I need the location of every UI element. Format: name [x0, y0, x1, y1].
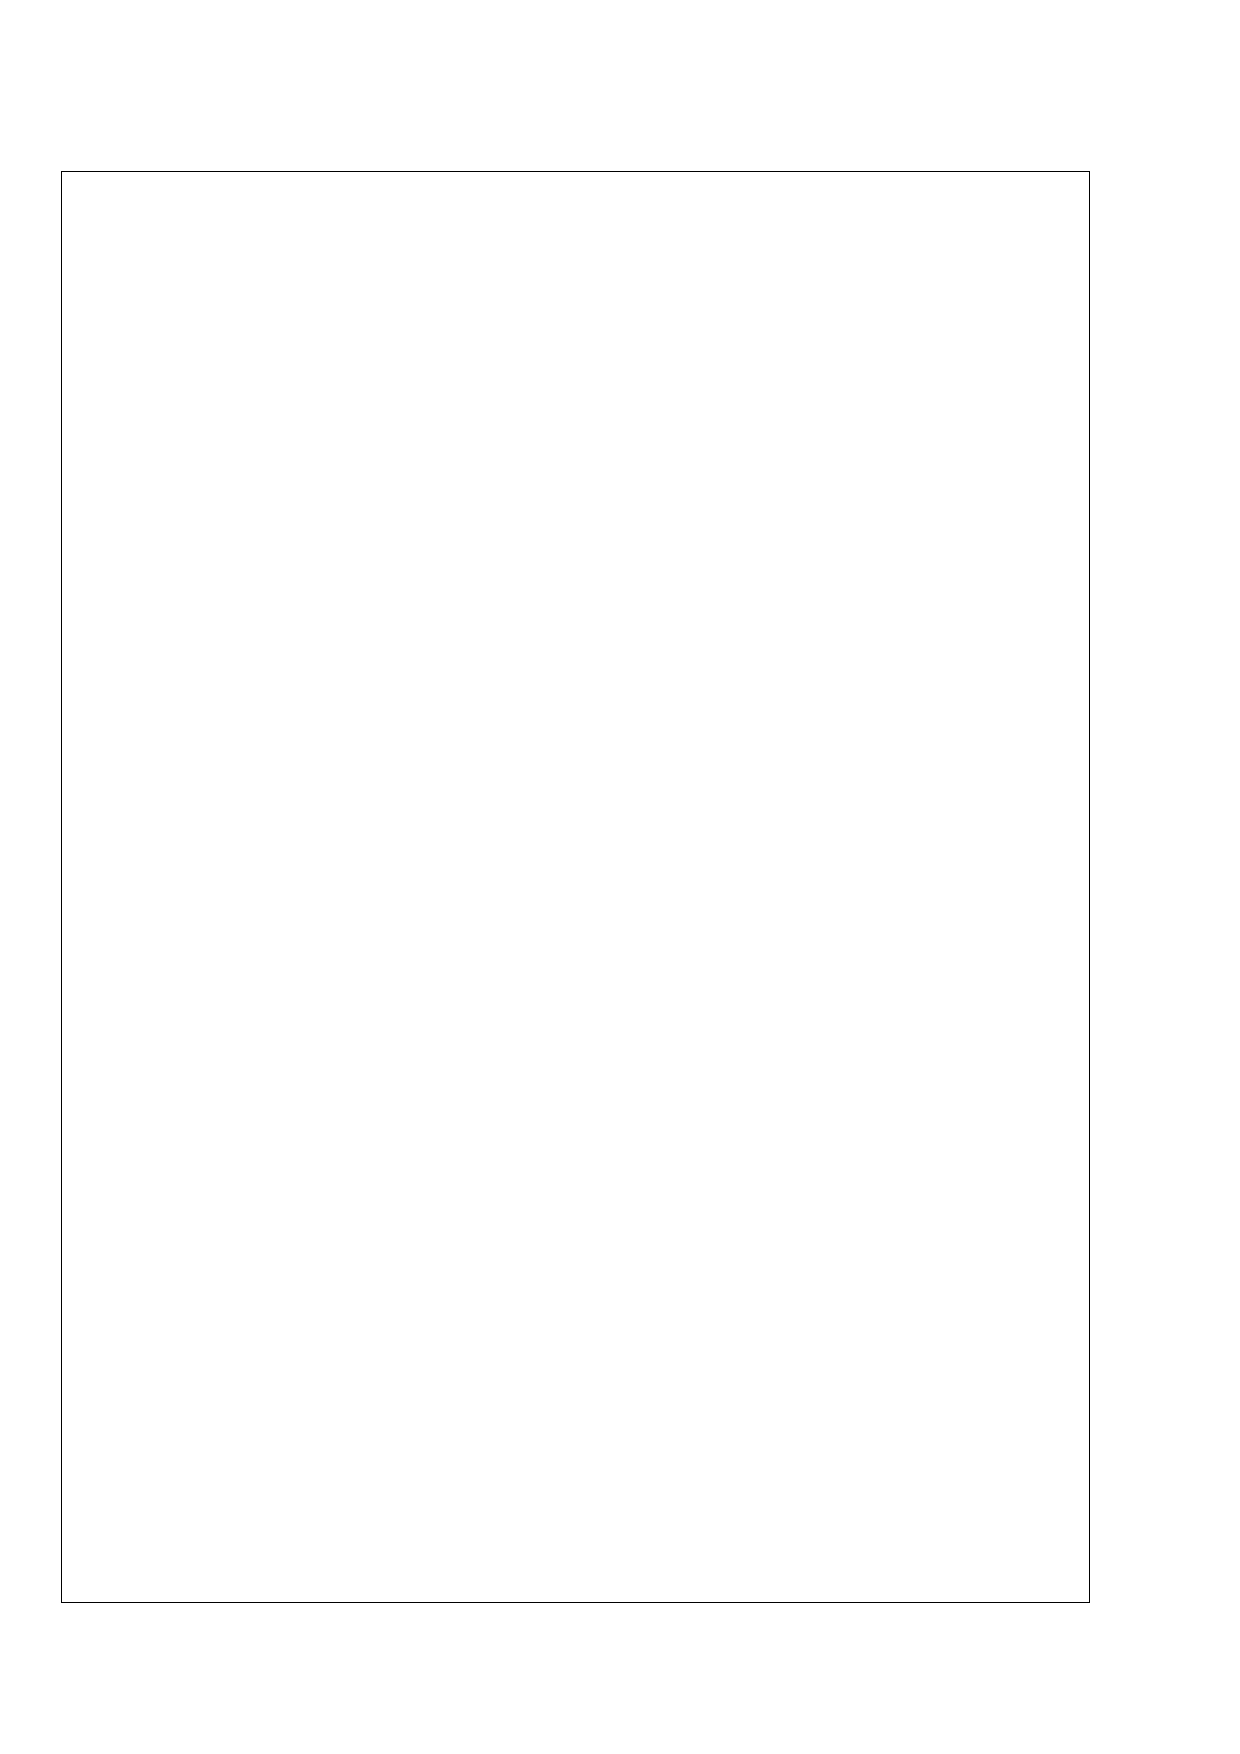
letters-table — [61, 171, 1090, 1603]
section-heading — [61, 104, 111, 135]
